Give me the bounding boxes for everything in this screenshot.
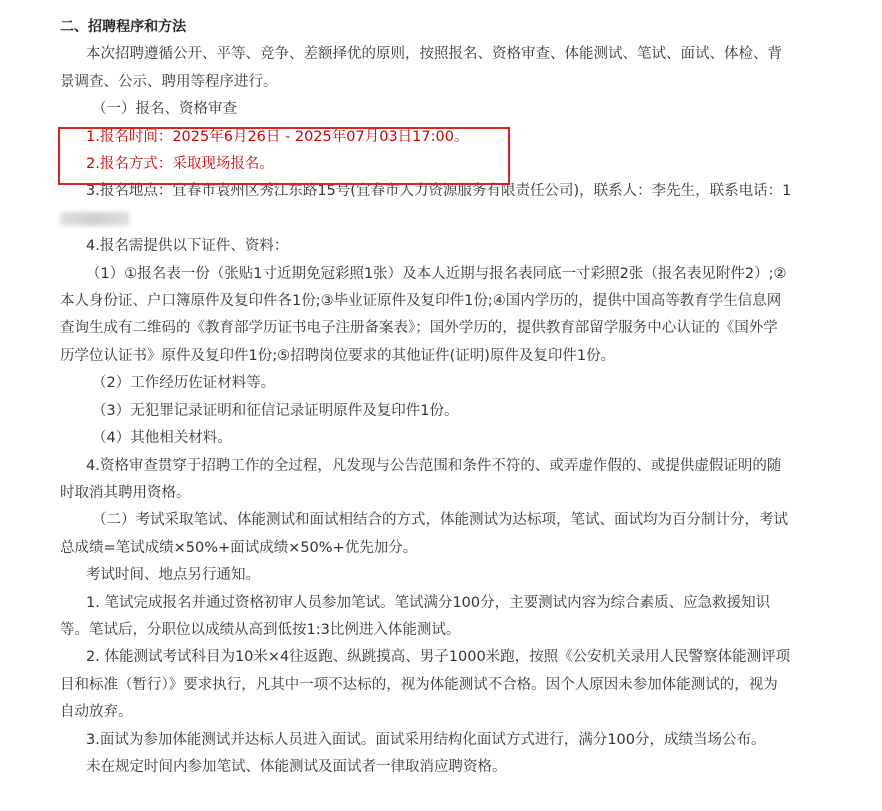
documents-item-1-line-3: 查询生成有二维码的《教育部学历证书电子注册备案表》；国外学历的，提供教育部留学服务中心认证的《国外学 (60, 320, 778, 337)
written-exam-line-2: 等。笔试后，分职位以成绩从高到低按1:3比例进入体能测试。 (60, 621, 461, 638)
exam-notice: 考试时间、地点另行通知。 (86, 567, 260, 584)
documents-item-3: （3）无犯罪记录证明和征信记录证明原件及复印件1份。 (92, 402, 459, 419)
physical-test-line-3: 自动放弃。 (60, 704, 133, 721)
documents-item-1-line-4: 历学位认证书》原件及复印件1份;⑤招聘岗位要求的其他证件(证明)原件及复印件1份。 (60, 347, 616, 364)
exam-method-line-2: 总成绩=笔试成绩×50%+面试成绩×50%+优先加分。 (60, 539, 418, 556)
documents-item-1-line-1: （1）①报名表一份（张贴1寸近期免冠彩照1张）及本人近期与报名表同底一寸彩照2张（报名表见附件2）;② (86, 265, 787, 282)
registration-method: 2.报名方式：采取现场报名。 (86, 156, 274, 173)
documents-item-2: （2）工作经历佐证材料等。 (92, 375, 276, 392)
registration-place: 3.报名地点：宜春市袁州区秀江东路15号(宜春市人力资源服务有限责任公司)，联系人：李先生，联系电话：1 (86, 183, 792, 200)
physical-test-line-2: 目和标准（暂行）》要求执行，凡其中一项不达标的，视为体能测试不合格。因个人原因未参加体能测试的，视为 (60, 676, 778, 693)
review-line-1: 4.资格审查贯穿于招聘工作的全过程，凡发现与公告范围和条件不符的、或弄虚作假的、或提供虚假证明的随 (86, 457, 782, 474)
registration-time: 1.报名时间：2025年6月26日 - 2025年07月03日17:00。 (86, 128, 469, 145)
redacted-phone (60, 212, 130, 226)
section-heading: 二、招聘程序和方法 (60, 19, 187, 35)
document-body (60, 14, 820, 781)
redacted-phone-line (60, 206, 820, 233)
review-line-2: 时取消其聘用资格。 (60, 484, 191, 501)
absent-line: 未在规定时间内参加笔试、体能测试及面试者一律取消应聘资格。 (86, 758, 507, 775)
interview-line: 3.面试为参加体能测试并达标人员进入面试。面试采用结构化面试方式进行，满分100分，成绩当场公布。 (86, 731, 766, 748)
intro-line-1: 本次招聘遵循公开、平等、竞争、差额择优的原则，按照报名、资格审查、体能测试、笔试、面试、体检、背 (86, 46, 782, 63)
written-exam-line-1: 1. 笔试完成报名并通过资格初审人员参加笔试。笔试满分100分，主要测试内容为综合素质、应急救援知识 (86, 594, 771, 611)
subsection-title-registration: （一）报名、资格审查 (92, 101, 237, 118)
documents-item-1-line-2: 本人身份证、户口簿原件及复印件各1份;③毕业证原件及复印件1份;④国内学历的，提供中国高等教育学生信息网 (60, 293, 782, 310)
physical-test-line-1: 2. 体能测试考试科目为10米×4往返跑、纵跳摸高、男子1000米跑，按照《公安机关录用人民警察体能测评项 (86, 649, 791, 666)
documents-title: 4.报名需提供以下证件、资料： (86, 238, 289, 255)
documents-item-4: （4）其他相关材料。 (92, 430, 232, 447)
intro-line-2: 景调查、公示、聘用等程序进行。 (60, 73, 278, 90)
exam-method-line-1: （二）考试采取笔试、体能测试和面试相结合的方式，体能测试为达标项，笔试、面试均为百分制计分，考试 (92, 512, 788, 529)
